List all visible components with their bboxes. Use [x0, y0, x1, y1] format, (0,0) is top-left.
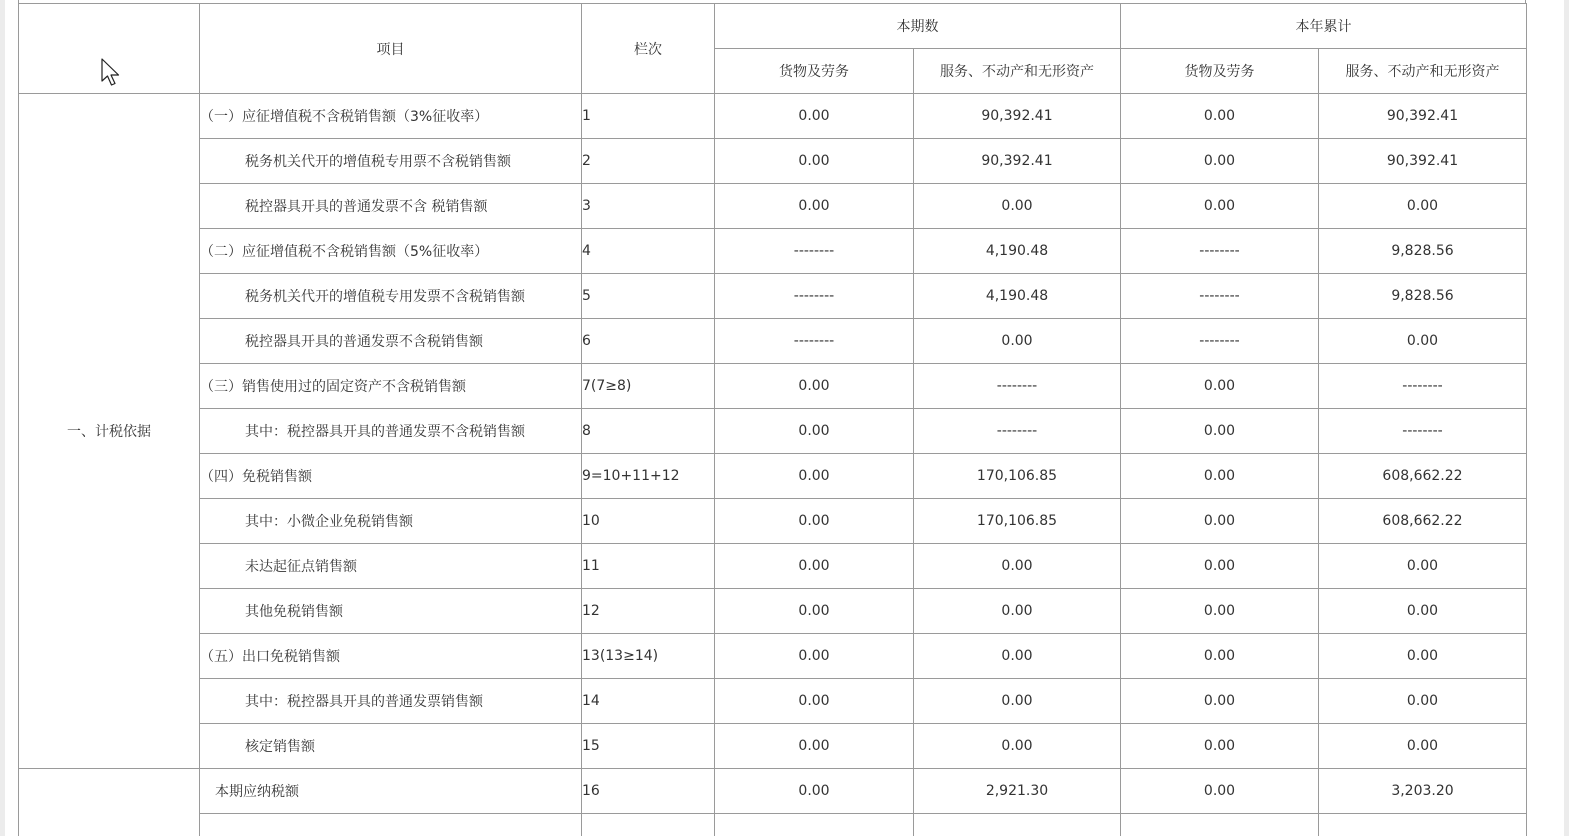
yt-services-value[interactable]: 90,392.41 [1319, 139, 1527, 184]
yt-goods-value[interactable]: 0.00 [1121, 769, 1319, 814]
yt-goods-value[interactable]: 0.00 [1121, 184, 1319, 229]
row-item: 其中：税控器具开具的普通发票销售额 [200, 679, 582, 724]
table-row [19, 184, 1527, 229]
cp-goods-value[interactable]: 0.00 [715, 139, 914, 184]
yt-services-value[interactable]: 9,828.56 [1319, 229, 1527, 274]
row-item: 核定销售额 [200, 724, 582, 769]
table-row [19, 634, 1527, 679]
yt-services-value[interactable]: 90,392.41 [1319, 94, 1527, 139]
yt-services-value[interactable]: 9,828.56 [1319, 274, 1527, 319]
right-scroll-gutter [1564, 0, 1569, 836]
cp-goods-value[interactable]: 0.00 [715, 499, 914, 544]
cp-services-value[interactable]: 4,190.48 [914, 229, 1121, 274]
yt-goods-value[interactable]: 0.00 [1121, 409, 1319, 454]
cp-services-value: -------- [914, 409, 1121, 454]
yt-goods-value[interactable]: 0.00 [1121, 499, 1319, 544]
yt-services-value[interactable]: 0.00 [1319, 724, 1527, 769]
row-item: 其中：税控器具开具的普通发票不含税销售额 [200, 409, 582, 454]
row-item: 税务机关代开的增值税专用发票不含税销售额 [200, 274, 582, 319]
row-item: 其中：小微企业免税销售额 [200, 499, 582, 544]
left-scroll-gutter [0, 0, 5, 836]
row-column-no: 6 [582, 319, 715, 364]
cp-goods-value[interactable]: 0.00 [715, 184, 914, 229]
cp-goods-value[interactable]: 0.00 [715, 769, 914, 814]
row-item [200, 814, 582, 836]
yt-services-value[interactable]: 0.00 [1319, 589, 1527, 634]
yt-services-value[interactable]: 0.00 [1319, 544, 1527, 589]
row-item: （三）销售使用过的固定资产不含税销售额 [200, 364, 582, 409]
table-row [19, 769, 1527, 814]
table-row [19, 679, 1527, 724]
cp-services-value[interactable]: 90,392.41 [914, 94, 1121, 139]
cp-goods-value[interactable]: 0.00 [715, 454, 914, 499]
table-row [19, 589, 1527, 634]
row-item: 未达起征点销售额 [200, 544, 582, 589]
table-row [19, 94, 1527, 139]
yt-goods-value[interactable]: 0.00 [1121, 544, 1319, 589]
row-column-no: 3 [582, 184, 715, 229]
cp-goods-value[interactable]: 0.00 [715, 364, 914, 409]
row-item: （五）出口免税销售额 [200, 634, 582, 679]
row-column-no: 8 [582, 409, 715, 454]
header-year-total: 本年累计 [1121, 4, 1527, 49]
row-column-no: 13(13≥14) [582, 634, 715, 679]
cp-services-value[interactable]: 0.00 [914, 679, 1121, 724]
yt-services-value[interactable]: 608,662.22 [1319, 499, 1527, 544]
row-column-no: 15 [582, 724, 715, 769]
cp-services-value[interactable]: 0.00 [914, 544, 1121, 589]
header-cp-goods: 货物及劳务 [715, 49, 914, 94]
yt-goods-value[interactable]: 0.00 [1121, 94, 1319, 139]
row-column-no: 4 [582, 229, 715, 274]
row-column-no: 16 [582, 769, 715, 814]
yt-services-value: -------- [1319, 364, 1527, 409]
yt-goods-value: -------- [1121, 319, 1319, 364]
table-row-partial [19, 814, 1527, 836]
yt-services-value: -------- [1319, 409, 1527, 454]
vat-declaration-table [18, 3, 1527, 836]
row-column-no: 9=10+11+12 [582, 454, 715, 499]
cp-services-value[interactable]: 0.00 [914, 634, 1121, 679]
yt-goods-value[interactable]: 0.00 [1121, 589, 1319, 634]
mouse-pointer-icon [101, 58, 123, 88]
cp-services-value[interactable]: 0.00 [914, 589, 1121, 634]
table-row [19, 364, 1527, 409]
section-tax-basis: 一、计税依据 [19, 94, 200, 769]
table-row [19, 454, 1527, 499]
cp-goods-value[interactable]: 0.00 [715, 679, 914, 724]
row-item: 税控器具开具的普通发票不含 税销售额 [200, 184, 582, 229]
cp-goods-value[interactable]: 0.00 [715, 94, 914, 139]
header-column: 栏次 [582, 4, 715, 94]
cp-services-value[interactable]: 0.00 [914, 319, 1121, 364]
cp-goods-value[interactable]: 0.00 [715, 544, 914, 589]
row-item: 本期应纳税额 [200, 769, 582, 814]
cp-services-value [914, 814, 1121, 836]
row-column-no: 12 [582, 589, 715, 634]
yt-goods-value[interactable]: 0.00 [1121, 679, 1319, 724]
cp-services-value[interactable]: 0.00 [914, 184, 1121, 229]
row-column-no: 1 [582, 94, 715, 139]
table-row [19, 499, 1527, 544]
cp-services-value: -------- [914, 364, 1121, 409]
cp-goods-value[interactable]: 0.00 [715, 589, 914, 634]
table-row [19, 274, 1527, 319]
table-row [19, 319, 1527, 364]
section-tax-computation [19, 769, 200, 836]
yt-services-value [1319, 814, 1527, 836]
yt-goods-value: -------- [1121, 274, 1319, 319]
row-column-no: 2 [582, 139, 715, 184]
row-column-no: 14 [582, 679, 715, 724]
cp-services-value[interactable]: 0.00 [914, 724, 1121, 769]
header-yt-goods: 货物及劳务 [1121, 49, 1319, 94]
table-row [19, 724, 1527, 769]
cp-goods-value[interactable]: 0.00 [715, 724, 914, 769]
cp-goods-value[interactable]: 0.00 [715, 634, 914, 679]
cp-goods-value [715, 814, 914, 836]
row-column-no: 7(7≥8) [582, 364, 715, 409]
table-row [19, 139, 1527, 184]
row-item: 其他免税销售额 [200, 589, 582, 634]
yt-services-value[interactable]: 608,662.22 [1319, 454, 1527, 499]
row-item: （二）应征增值税不含税销售额（5%征收率） [200, 229, 582, 274]
header-current-period: 本期数 [715, 4, 1121, 49]
row-column-no [582, 814, 715, 836]
cp-goods-value: -------- [715, 229, 914, 274]
yt-goods-value[interactable]: 0.00 [1121, 139, 1319, 184]
yt-goods-value: -------- [1121, 229, 1319, 274]
cp-services-value[interactable]: 2,921.30 [914, 769, 1121, 814]
cp-services-value[interactable]: 90,392.41 [914, 139, 1121, 184]
row-column-no: 10 [582, 499, 715, 544]
table-row [19, 544, 1527, 589]
cp-goods-value[interactable]: 0.00 [715, 409, 914, 454]
row-item: （四）免税销售额 [200, 454, 582, 499]
yt-services-value[interactable]: 0.00 [1319, 184, 1527, 229]
yt-goods-value [1121, 814, 1319, 836]
row-item: （一）应征增值税不含税销售额（3%征收率） [200, 94, 582, 139]
cp-services-value[interactable]: 170,106.85 [914, 454, 1121, 499]
table-row [19, 409, 1527, 454]
cp-goods-value: -------- [715, 319, 914, 364]
table-row [19, 229, 1527, 274]
header-yt-services: 服务、不动产和无形资产 [1319, 49, 1527, 94]
header-row-1 [19, 4, 1527, 49]
row-item: 税务机关代开的增值税专用票不含税销售额 [200, 139, 582, 184]
yt-goods-value[interactable]: 0.00 [1121, 724, 1319, 769]
cp-services-value[interactable]: 170,106.85 [914, 499, 1121, 544]
yt-services-value[interactable]: 3,203.20 [1319, 769, 1527, 814]
cp-goods-value: -------- [715, 274, 914, 319]
yt-goods-value[interactable]: 0.00 [1121, 454, 1319, 499]
row-item: 税控器具开具的普通发票不含税销售额 [200, 319, 582, 364]
yt-services-value[interactable]: 0.00 [1319, 634, 1527, 679]
yt-services-value[interactable]: 0.00 [1319, 319, 1527, 364]
row-column-no: 11 [582, 544, 715, 589]
yt-goods-value[interactable]: 0.00 [1121, 634, 1319, 679]
row-column-no: 5 [582, 274, 715, 319]
yt-goods-value[interactable]: 0.00 [1121, 364, 1319, 409]
cp-services-value[interactable]: 4,190.48 [914, 274, 1121, 319]
yt-services-value[interactable]: 0.00 [1319, 679, 1527, 724]
header-item: 项目 [200, 4, 582, 94]
header-cp-services: 服务、不动产和无形资产 [914, 49, 1121, 94]
